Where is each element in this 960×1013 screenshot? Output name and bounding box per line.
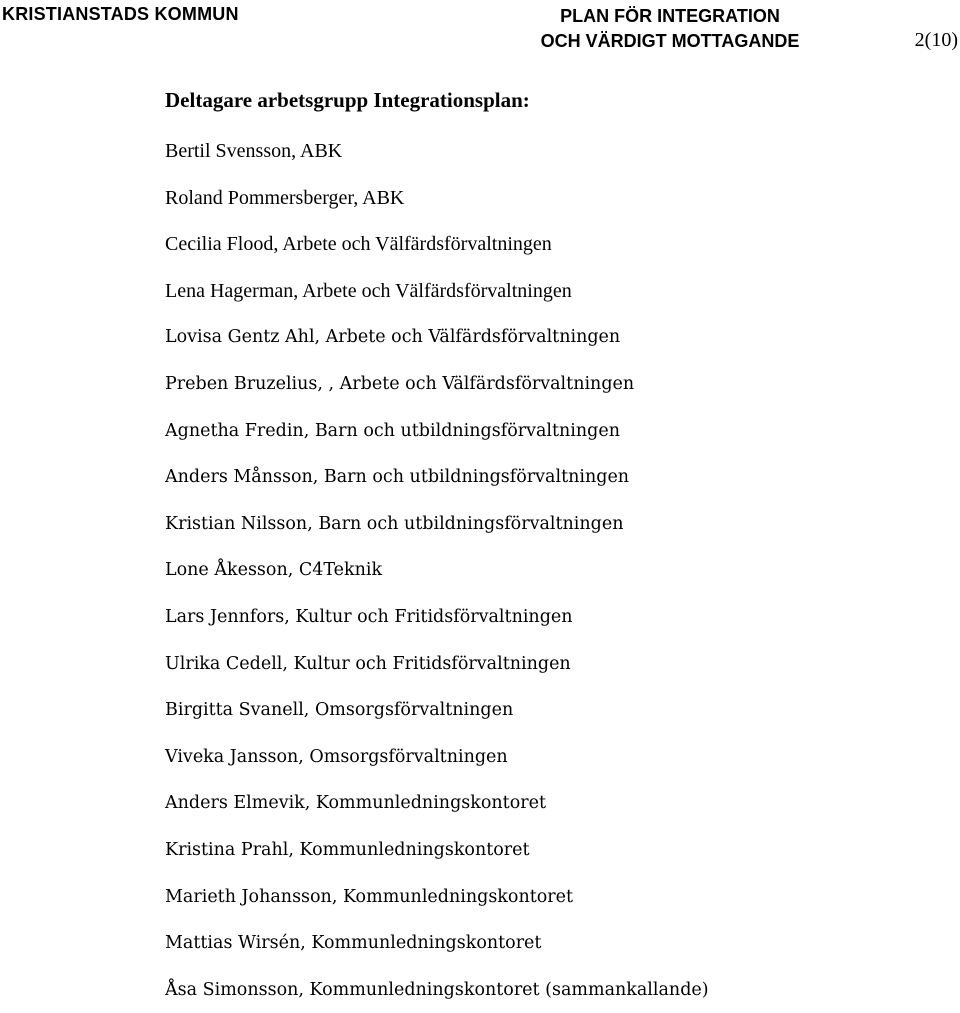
participant-item: Anders Månsson, Barn och utbildningsförvaltningen (165, 467, 630, 488)
participant-item: Viveka Jansson, Omsorgsförvaltningen (165, 746, 508, 767)
participant-item: Agnetha Fredin, Barn och utbildningsförvaltningen (165, 420, 621, 441)
document-title (520, 4, 820, 54)
participant-item: Åsa Simonsson, Kommunledningskontoret (sammankallande) (165, 979, 709, 1000)
participant-item: Cecilia Flood, Arbete och Välfärdsförvaltningen (165, 233, 552, 256)
participant-item: Preben Bruzelius, , Arbete och Välfärdsförvaltningen (165, 373, 635, 394)
participant-item: Ulrika Cedell, Kultur och Fritidsförvaltningen (165, 653, 571, 674)
section-heading: Deltagare arbetsgrupp Integrationsplan: (165, 88, 530, 112)
participant-item: Lena Hagerman, Arbete och Välfärdsförvaltningen (165, 279, 572, 302)
participant-item: Anders Elmevik, Kommunledningskontoret (165, 793, 546, 814)
participant-item: Kristina Prahl, Kommunledningskontoret (165, 839, 530, 860)
participant-item: Bertil Svensson, ABK (165, 140, 343, 162)
participant-item: Mattias Wirsén, Kommunledningskontoret (165, 933, 542, 954)
participant-item: Lars Jennfors, Kultur och Fritidsförvaltningen (165, 606, 573, 627)
participant-item: Roland Pommersberger, ABK (165, 186, 405, 209)
participant-list (165, 128, 945, 1013)
document-body (165, 84, 945, 1013)
participant-item: Lovisa Gentz Ahl, Arbete och Välfärdsförvaltningen (165, 327, 621, 348)
participant-item: Marieth Johansson, Kommunledningskontoret (165, 886, 574, 907)
participant-item: Birgitta Svanell, Omsorgsförvaltningen (165, 700, 514, 721)
organization-name: KRISTIANSTADS KOMMUN (2, 4, 239, 24)
participant-item: Lone Åkesson, C4Teknik (165, 560, 383, 581)
participant-item: Kristian Nilsson, Barn och utbildningsförvaltningen (165, 513, 624, 534)
document-title-line-2: OCH VÄRDIGT MOTTAGANDE (540, 31, 800, 51)
page-header (0, 0, 960, 60)
page-number: 2(10) (914, 29, 958, 51)
document-title-line-1: PLAN FÖR INTEGRATION (560, 6, 780, 26)
